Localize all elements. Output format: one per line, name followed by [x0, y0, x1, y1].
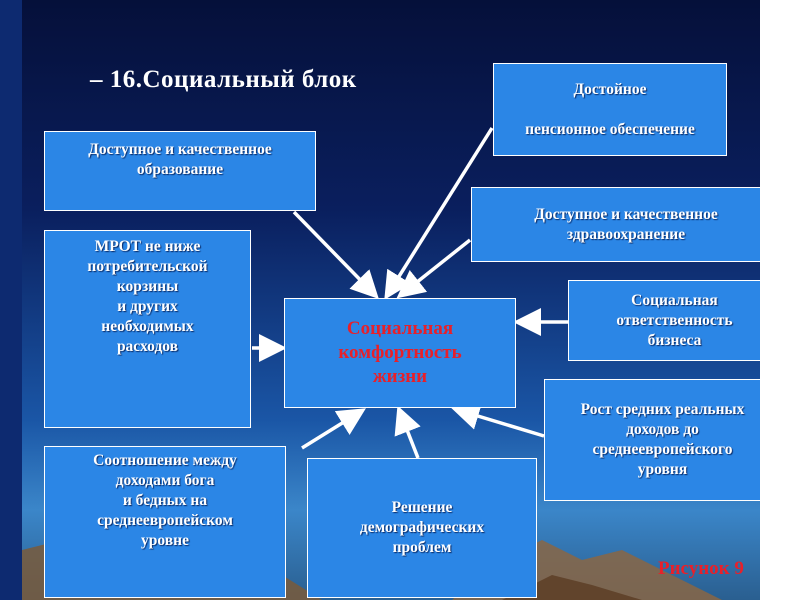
- box-income-label: Рост средних реальных доходов до среднеевропейского уровня: [580, 401, 745, 478]
- box-center-label: Социальная комфортность жизни: [338, 318, 462, 387]
- slide-title: – 16.Социальный блок: [90, 66, 357, 93]
- box-mrot: [44, 230, 251, 428]
- arrow-demography: [400, 412, 418, 458]
- box-demography-label: Решение демографических проблем: [359, 499, 485, 556]
- arrow-income: [458, 410, 544, 436]
- box-education-label: Доступное и качественное образование: [88, 141, 272, 178]
- figure-label: Рисунок 9: [658, 558, 744, 579]
- box-pension-label: Достойное пенсионное обеспечение: [525, 80, 695, 138]
- box-mrot-label: МРОТ не ниже потребительской корзины и других необходимых расходов: [87, 238, 208, 355]
- box-center: [284, 298, 516, 408]
- box-ratio-label: Соотношение между доходами бога и бедных на среднеевропейском уровне: [93, 452, 237, 549]
- box-demography: [307, 458, 537, 598]
- box-healthcare: [471, 187, 781, 262]
- box-education: [44, 131, 316, 211]
- box-income: [544, 379, 781, 501]
- box-business: [568, 280, 781, 361]
- box-healthcare-label: Доступное и качественное здравоохранение: [534, 205, 718, 243]
- box-business-label: Социальная ответственность бизнеса: [616, 291, 733, 349]
- arrow-ratio: [302, 412, 360, 448]
- arrow-healthcare: [402, 240, 470, 294]
- box-ratio: [44, 446, 286, 598]
- arrow-education: [294, 212, 374, 294]
- box-pension: [493, 63, 727, 156]
